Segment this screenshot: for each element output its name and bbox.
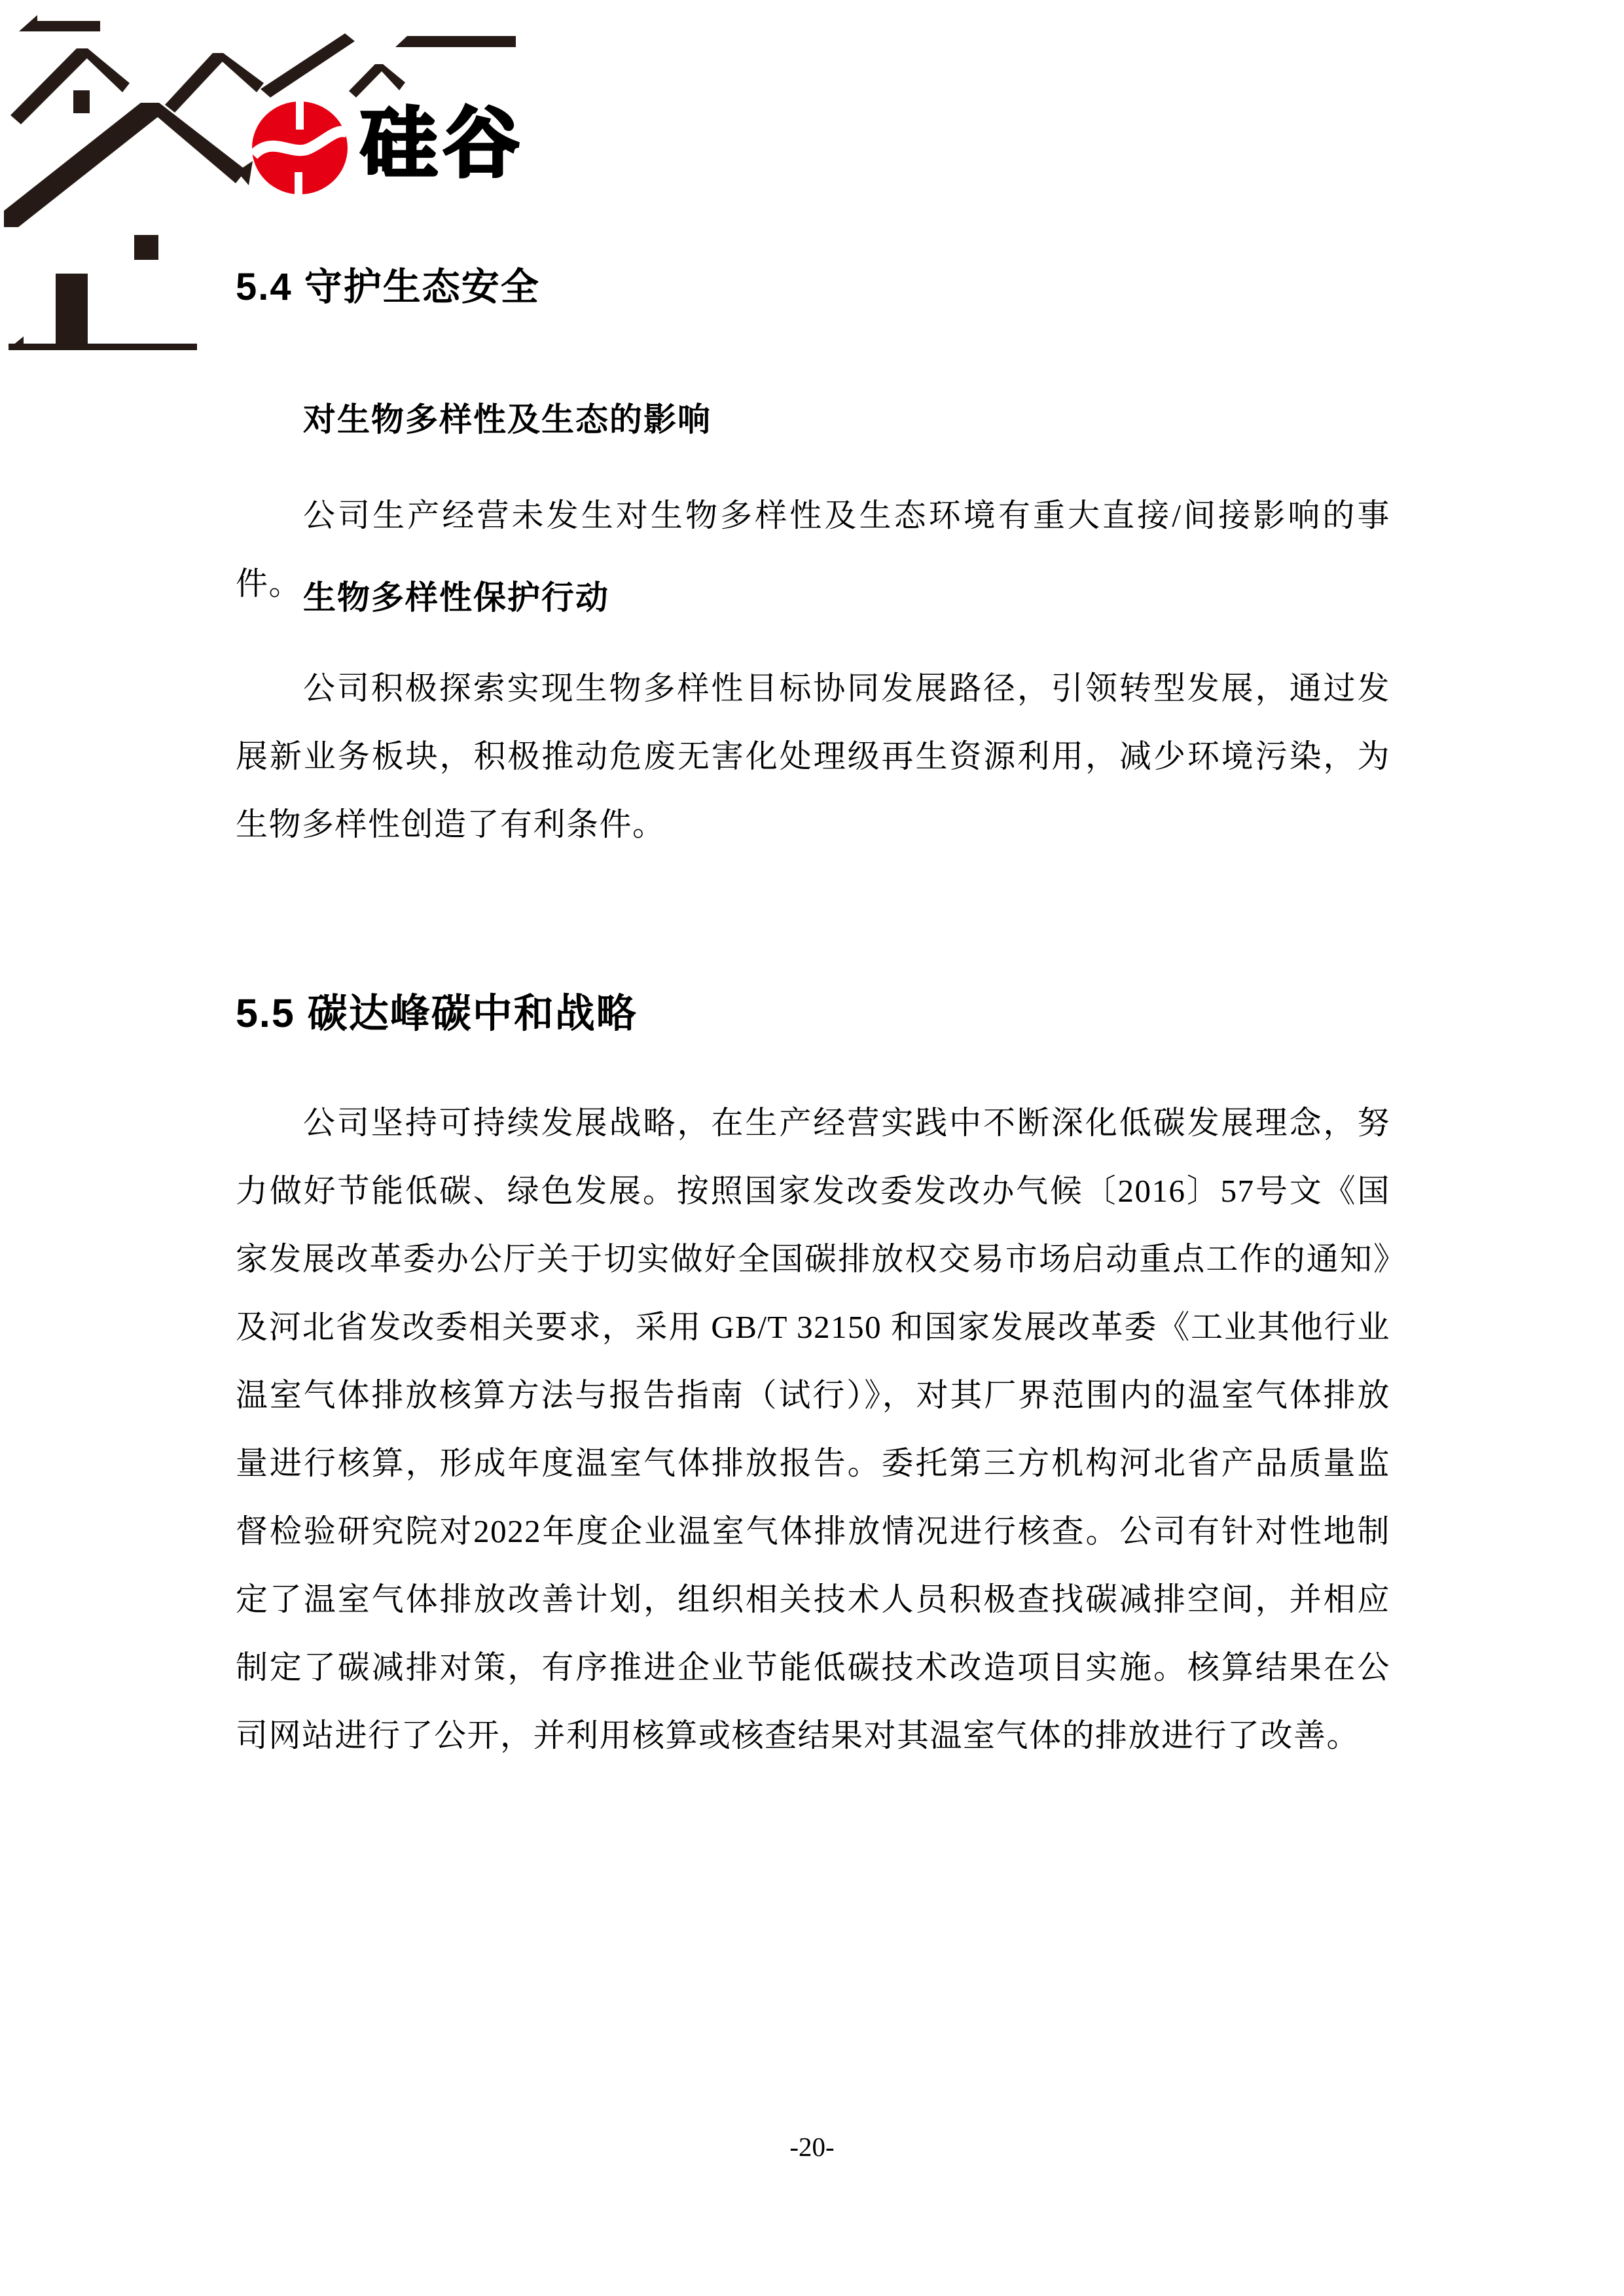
red-s-emblem — [252, 101, 348, 202]
section-heading-5-5: 5.5 碳达峰碳中和战略 — [236, 991, 638, 1035]
page-number: -20- — [789, 2132, 835, 2162]
paragraph-biodiversity-impact: 公司生产经营未发生对生物多样性及生态环境有重大直接/间接影响的事件。 — [236, 497, 1390, 601]
paragraph-biodiversity-action: 公司积极探索实现生物多样性目标协同发展路径，引领转型发展，通过发展新业务板块，积极推动危废无害化处理级再生资源利用，减少环境污染，为生物多样性创造了有利条件。 — [236, 670, 1390, 842]
brand-text: 硅谷 — [361, 101, 526, 186]
section-heading-5-4: 5.4 守护生态安全 — [236, 266, 540, 308]
paragraph-carbon-strategy: 公司坚持可持续发展战略，在生产经营实践中不断深化低碳发展理念，努力做好节能低碳、绿色发展。按照国家发改委发改办气候〔2016〕57号文《国家发展改革委办公厅关于切实做好全国碳排放权交易市场启动重点工作的通知》及河北省发改委相关要求，采用 GB/T 32150 和国家发展改革委《工业其他行业温室气体排放核算方法与报告指南（试行）》，对其厂界范围内的温室气体排放量进行核算，形成年度温室气体排放报告。委托第三方机构河北省产品质量监督检验研究院对2022年度企业温室气体排放情况进行核查。公司有针对性地制定了温室气体排放改善计划，组织相关技术人员积极查找碳减排空间，并相应制定了碳减排对策，有序推进企业节能低碳技术改造项目实施。核算结果在公司网站进行了公开，并利用核算或核查结果对其温室气体的排放进行了改善。 — [236, 1105, 1390, 1753]
subheading-biodiversity-impact: 对生物多样性及生态的影响 — [303, 401, 712, 438]
subheading-biodiversity-action: 生物多样性保护行动 — [303, 579, 609, 616]
